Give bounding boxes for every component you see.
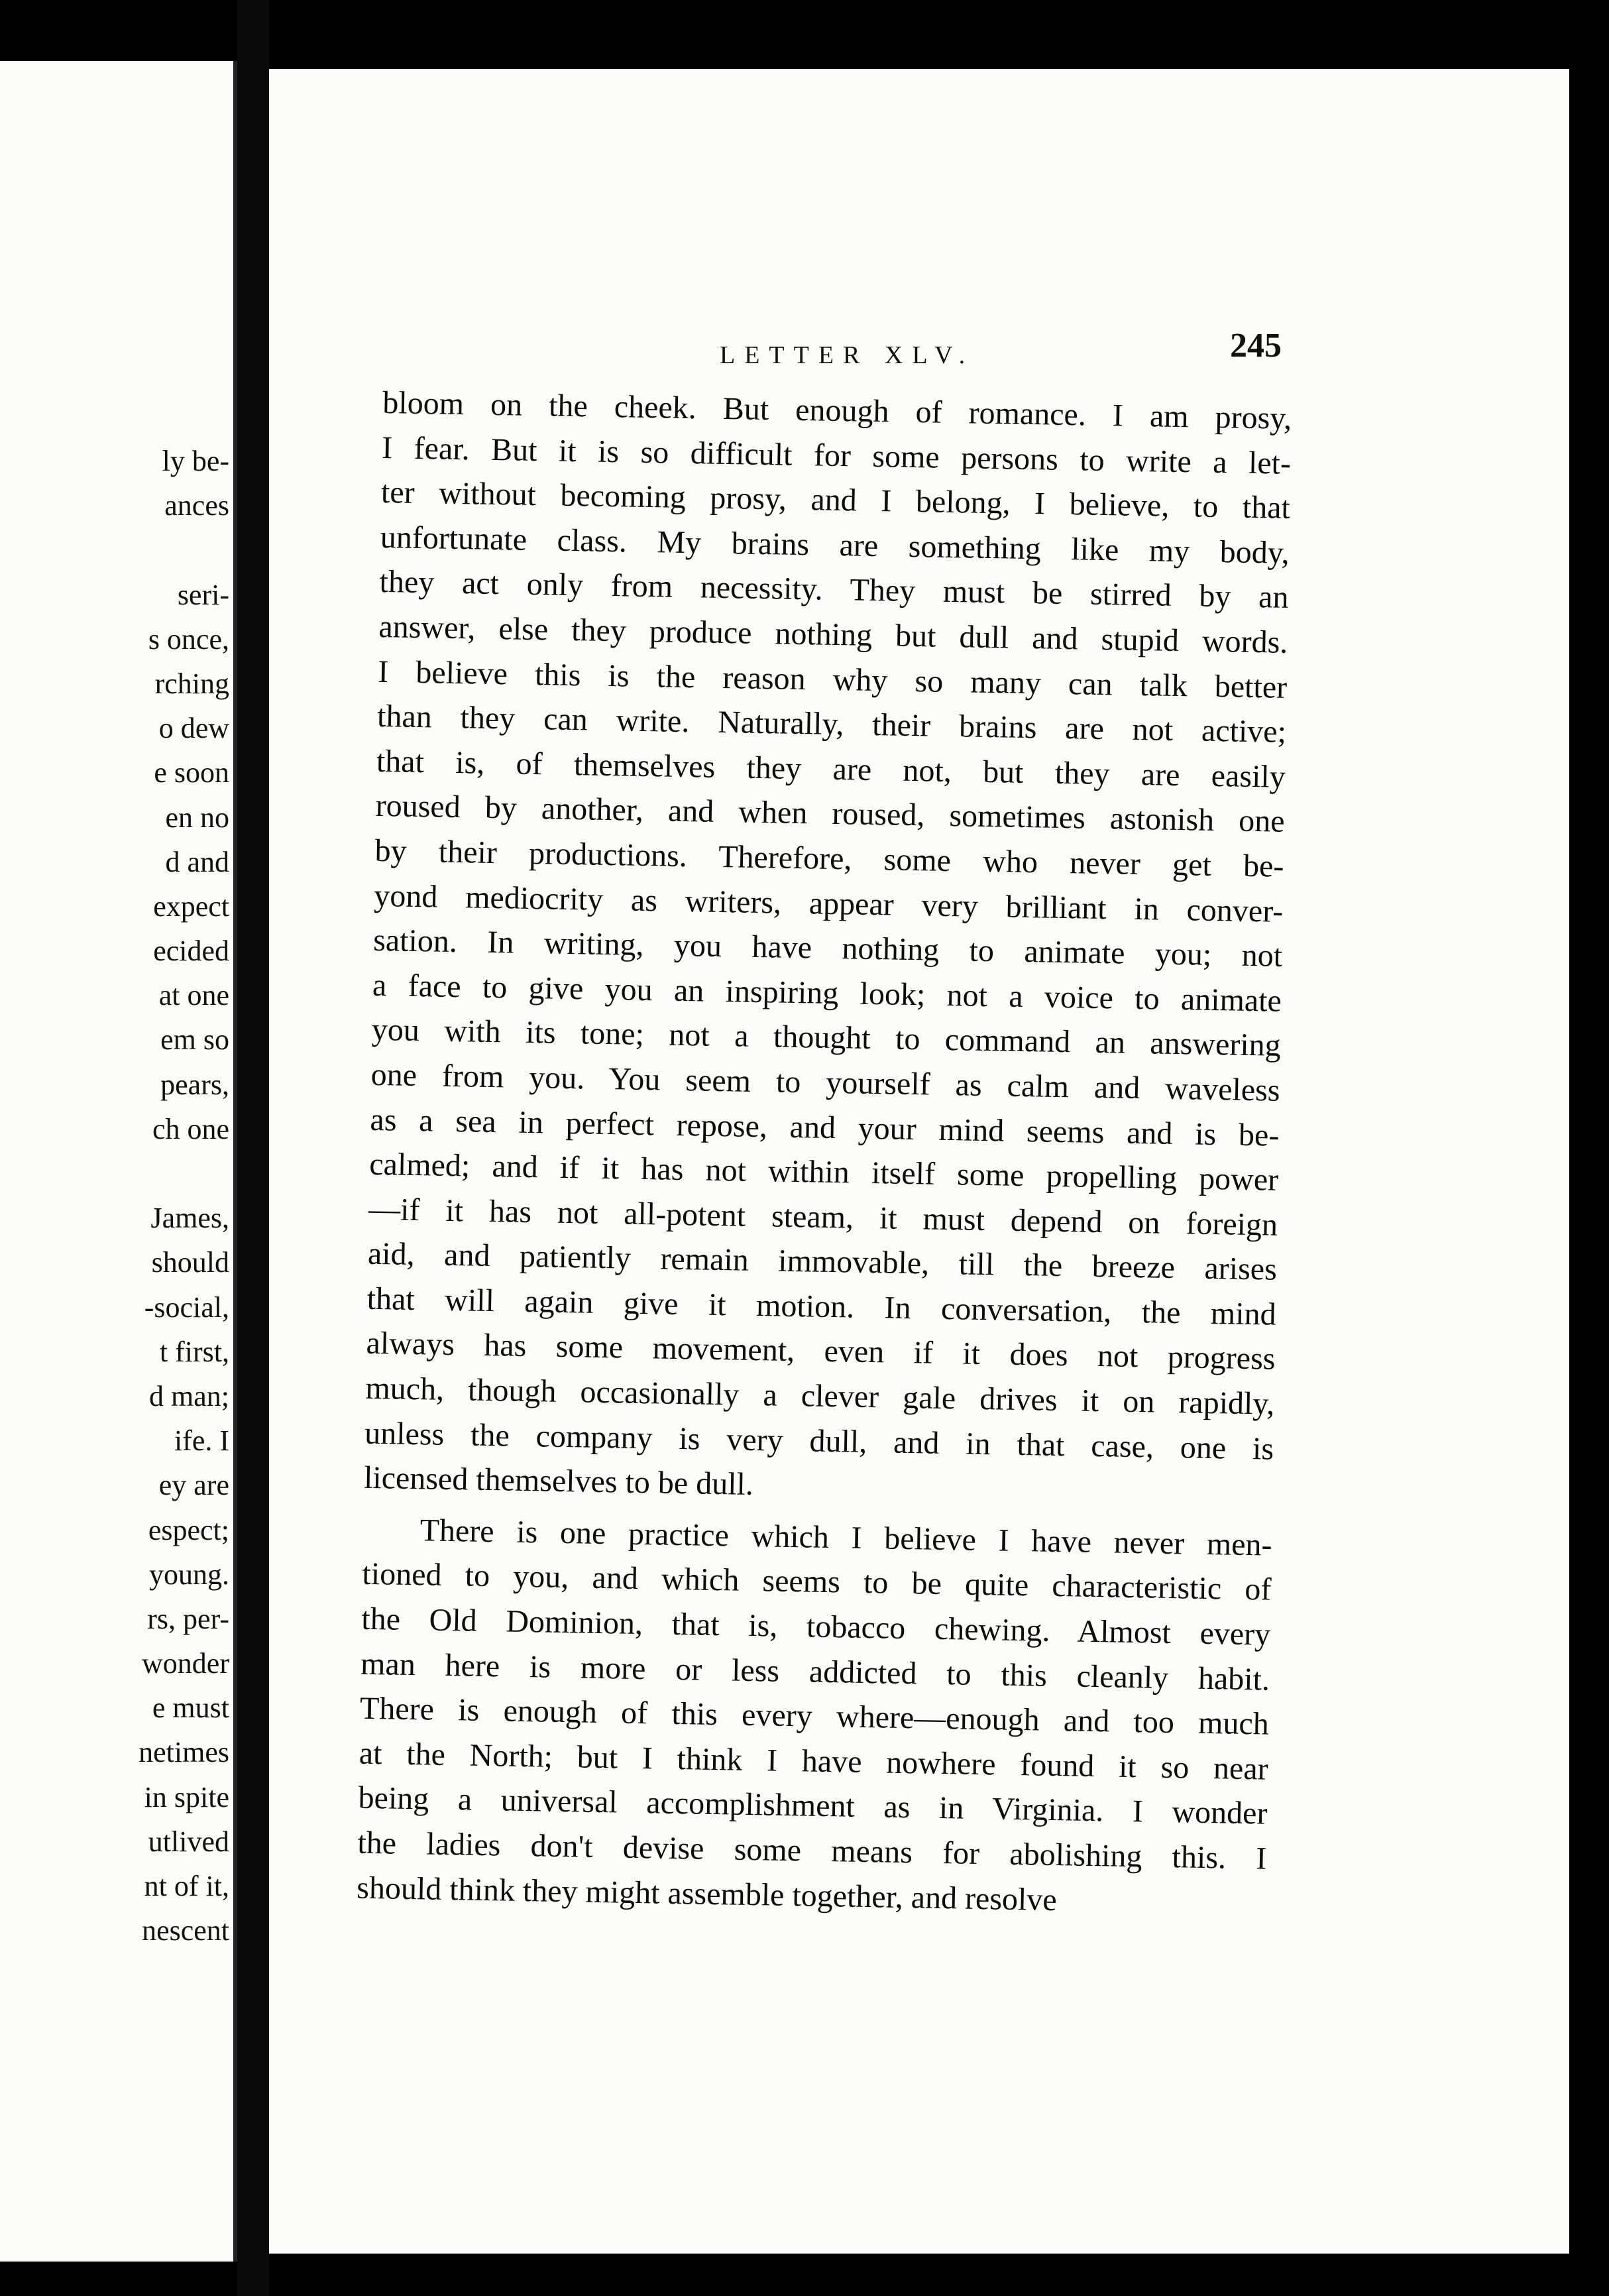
book-gutter [237,0,269,2296]
text-line: calmed; and if it has not within itself some propelling power [368,1146,1279,1198]
previous-page-line: nescent [142,1914,229,1947]
previous-page-line: utlived [148,1825,229,1858]
text-line: answer, else they produce nothing but dull and stupid words. [378,608,1288,660]
previous-page-line: should [151,1246,229,1279]
text-line: that will again give it motion. In conversation, the mind [366,1281,1277,1332]
previous-page-line: at one [158,979,229,1012]
text-line: one from you. You seem to yourself as calm and waveless [370,1057,1280,1108]
previous-page-line: ch one [152,1112,229,1145]
previous-page-line: young. [149,1558,229,1591]
previous-page-line: em so [160,1023,229,1057]
previous-page-line: in spite [144,1780,229,1813]
text-line: unless the company is very dull, and in that case, one is [364,1415,1274,1467]
text-line: unfortunate class. My brains are something like my body, [380,519,1290,571]
previous-page-text [4,439,229,1953]
text-line: the ladies don't devise some means for abolishing this. I [357,1825,1267,1876]
text-line: by their productions. Therefore, some who never get be- [374,832,1284,884]
previous-page-line: James, [150,1202,229,1235]
running-head: LETTER XLV. [720,341,975,369]
previous-page-line: ances [164,489,229,522]
text-line: roused by another, and when roused, sometimes astonish one [375,788,1286,840]
text-line: aid, and patiently remain immovable, till the breeze arises [367,1236,1278,1288]
text-line: should think they might assemble together, and resolve [356,1870,1058,1918]
text-line: tioned to you, and which seems to be quite characteristic of [362,1556,1272,1608]
text-line: ter without becoming prosy, and I belong, I believe, to that [380,475,1291,526]
previous-page-line: expect [153,890,229,923]
text-line: than they can write. Naturally, their brains are not active; [376,699,1287,750]
text-line: at the North; but I think I have nowhere found it so near [359,1735,1269,1787]
previous-page-line: t first, [159,1335,229,1368]
page-number: 245 [1230,327,1282,365]
page-body-text [357,380,1292,1926]
current-page [269,69,1569,2254]
previous-page-line [4,528,229,572]
previous-page-line: espect; [148,1513,229,1546]
text-line: much, though occasionally a clever gale drives it on rapidly, [365,1370,1275,1422]
text-line: licensed themselves to be dull. [363,1460,754,1503]
text-line: man here is more or less addicted to this cleanly habit. [360,1646,1270,1697]
previous-page-line: rs, per- [147,1602,229,1635]
previous-page-line: en no [165,801,229,834]
previous-page-line: nt of it, [144,1870,229,1902]
previous-page-line: s once, [148,622,229,656]
previous-page-line: rching [154,667,229,700]
text-line: bloom on the cheek. But enough of romance. I am prosy, [382,384,1292,436]
previous-page-line: -social, [144,1291,229,1324]
previous-page-line: e must [152,1692,229,1725]
previous-page-fragment [0,61,237,2262]
text-line: the Old Dominion, that is, tobacco chewing. Almost every [361,1601,1271,1652]
previous-page-line: ecided [153,935,229,968]
text-line: yond mediocrity as writers, appear very brilliant in conver- [373,878,1284,929]
text-line: There is one practice which I believe I have never men- [419,1513,1273,1563]
previous-page-line: o dew [158,712,229,745]
previous-page-line [4,1151,229,1196]
previous-page-line: ife. I [174,1424,229,1458]
text-line: you with its tone; not a thought to command an answering [371,1012,1282,1064]
text-line: a face to give you an inspiring look; not a voice to animate [372,967,1282,1019]
previous-page-line: d man; [149,1379,229,1412]
text-line: sation. In writing, you have nothing to animate you; not [372,923,1283,974]
previous-page-line: wonder [142,1647,229,1680]
previous-page-line: e soon [154,756,229,789]
text-line: being a universal accomplishment as in Virginia. I wonder [358,1780,1268,1832]
previous-page-line: ey are [158,1469,229,1502]
text-line: that is, of themselves they are not, but they are easily [376,743,1286,795]
previous-page-line: seri- [177,578,229,611]
text-line: as a sea in perfect repose, and your mind seems and is be- [370,1102,1280,1153]
previous-page-line: ly be- [162,445,229,477]
text-line: I fear. But it is so difficult for some persons to write a let- [381,430,1292,481]
text-line: —if it has not all-potent steam, it must depend on foreign [368,1191,1278,1243]
previous-page-line: netimes [139,1736,229,1769]
previous-page-line: pears, [160,1068,229,1101]
text-line: I believe this is the reason why so many can talk better [377,654,1288,705]
text-line: they act only from necessity. They must be stirred by an [379,564,1289,616]
text-line: There is enough of this every where—enough and too much [359,1690,1270,1742]
text-line: always has some movement, even if it does not progress [366,1326,1276,1377]
previous-page-line: d and [165,845,229,878]
